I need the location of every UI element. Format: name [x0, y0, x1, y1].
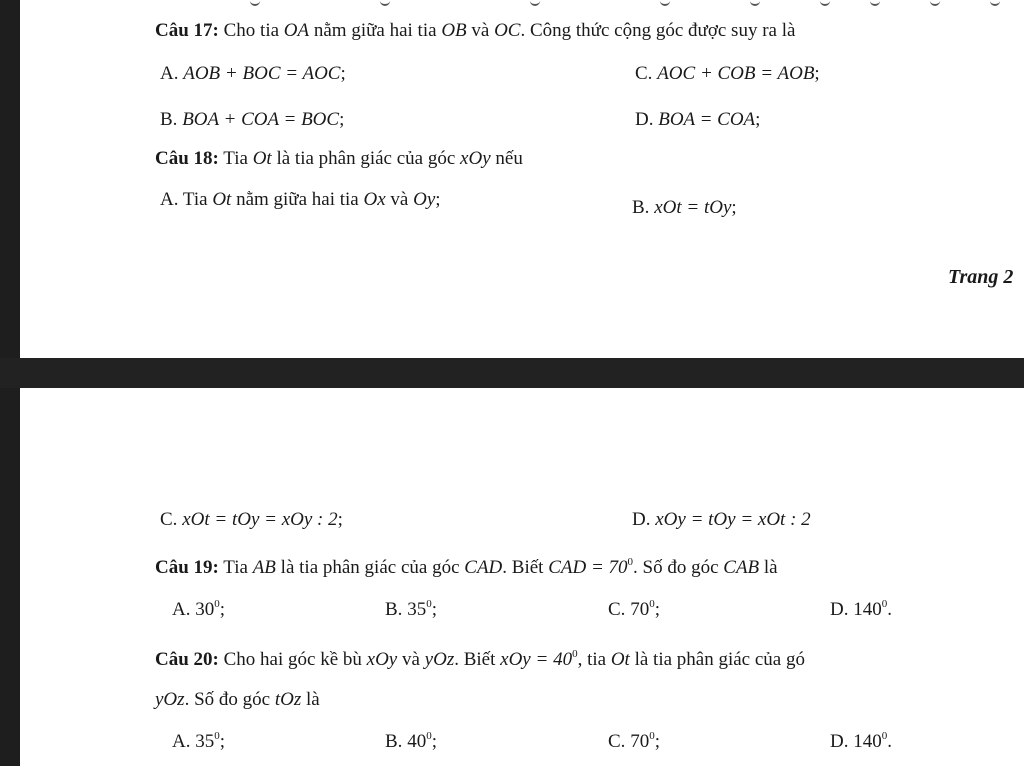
question-19-option-b — [385, 598, 437, 622]
option-end: ; — [654, 731, 660, 752]
option-label: D. — [632, 509, 651, 530]
angle-toz: tOz — [274, 689, 302, 710]
ray-ob: OB — [441, 20, 467, 41]
ray-ot: Ot — [610, 649, 630, 670]
option-expression: xOt = tOy = xOy : 2 — [182, 509, 338, 530]
q19-text: . Số đo góc — [633, 557, 724, 578]
cropped-previous-line — [230, 0, 1010, 6]
question-17-label: Câu 17: — [155, 20, 219, 41]
option-label: D. — [635, 109, 654, 130]
option-end: ; — [435, 189, 441, 210]
ray-ot: Ot — [252, 148, 272, 169]
ray-oc: OC — [494, 20, 521, 41]
q17-text: và — [466, 20, 495, 41]
option-expression: xOt = tOy — [654, 197, 732, 218]
document-page-upper — [20, 0, 1024, 358]
given-expression: xOy = 40 — [500, 649, 573, 670]
option-text: nằm giữa hai tia — [231, 189, 364, 210]
angle-yoz: yOz — [155, 689, 185, 710]
page-separator — [0, 358, 1024, 388]
degree-mark: 0 — [214, 598, 220, 610]
option-expression: xOy = tOy = xOt : 2 — [655, 509, 811, 530]
q19-text: là — [759, 557, 778, 578]
question-19-option-d — [830, 598, 892, 622]
ray-ab: AB — [252, 557, 276, 578]
option-end: ; — [339, 109, 345, 130]
ray-oa: OA — [283, 20, 310, 41]
q18-text: Tia — [223, 148, 253, 169]
q17-text: Cho tia — [223, 20, 284, 41]
question-17-option-d — [635, 108, 760, 132]
q19-text: . Biết — [502, 557, 549, 578]
degree-mark: 0 — [881, 598, 888, 610]
question-20-option-d — [830, 730, 892, 754]
question-20-option-c — [608, 730, 660, 754]
ray-ox: Ox — [363, 189, 386, 210]
option-value: 140 — [853, 731, 882, 752]
ray-ot: Ot — [212, 189, 232, 210]
option-value: 70 — [630, 731, 650, 752]
angle-yoz: yOz — [424, 649, 455, 670]
degree-mark: 0 — [649, 598, 655, 610]
question-19-label: Câu 19: — [155, 557, 219, 578]
option-expression: BOA + COA = BOC — [182, 109, 340, 130]
q20-text: . Biết — [454, 649, 501, 670]
angle-xoy: xOy — [366, 649, 398, 670]
option-end: ; — [219, 731, 226, 752]
option-label: C. — [160, 509, 178, 530]
option-text: Tia — [182, 189, 213, 210]
q18-text: nếu — [490, 148, 523, 169]
option-end: ; — [340, 63, 346, 84]
page-footer-number: Trang 2 — [948, 266, 1014, 288]
question-20-label: Câu 20: — [155, 649, 219, 670]
option-expression: BOA = COA — [658, 109, 756, 130]
angle-cab: CAB — [723, 557, 760, 578]
angle-xoy: xOy — [460, 148, 491, 169]
option-value: 30 — [195, 599, 215, 620]
option-end: ; — [654, 599, 660, 620]
degree-mark: 0 — [649, 730, 655, 742]
question-18-label: Câu 18: — [155, 148, 219, 169]
option-label: A. — [172, 599, 191, 620]
given-expression: CAD = 70 — [548, 557, 628, 578]
question-20-stem — [155, 648, 805, 672]
question-18-option-d — [632, 508, 811, 532]
q20-text: . Số đo góc — [184, 689, 275, 710]
option-end: ; — [431, 599, 437, 620]
question-20-stem-line-2 — [155, 688, 320, 712]
q18-text: là tia phân giác của góc — [271, 148, 461, 169]
question-17-option-a — [160, 62, 346, 86]
ray-oy: Oy — [413, 189, 436, 210]
question-18-option-c — [160, 508, 343, 532]
option-label: A. — [160, 189, 179, 210]
option-end: ; — [219, 599, 226, 620]
q20-text: là tia phân giác của gó — [629, 649, 805, 670]
question-18-stem — [155, 147, 523, 171]
degree-mark: 0 — [572, 648, 578, 660]
option-expression: AOB + BOC = AOC — [183, 63, 341, 84]
option-label: B. — [385, 731, 403, 752]
option-label: C. — [608, 731, 626, 752]
question-20-option-b — [385, 730, 437, 754]
q19-text: Tia — [223, 557, 253, 578]
option-end: . — [887, 731, 892, 752]
option-value: 35 — [407, 599, 427, 620]
degree-mark: 0 — [214, 730, 220, 742]
option-end: ; — [337, 509, 343, 530]
option-value: 140 — [853, 599, 882, 620]
angle-cad: CAD — [464, 557, 503, 578]
q20-text: là — [301, 689, 320, 710]
question-18-option-a — [160, 188, 441, 212]
question-17-option-c — [635, 62, 820, 86]
option-label: B. — [632, 197, 650, 218]
q17-text: . Công thức cộng góc được suy ra là — [520, 20, 796, 41]
option-value: 70 — [630, 599, 650, 620]
option-label: A. — [160, 63, 179, 84]
question-18-option-b — [632, 196, 737, 220]
option-end: ; — [431, 731, 437, 752]
question-19-stem — [155, 556, 778, 580]
option-label: A. — [172, 731, 191, 752]
option-end: . — [887, 599, 892, 620]
document-page-lower — [20, 388, 1024, 766]
question-17-option-b — [160, 108, 344, 132]
question-20-option-a — [172, 730, 225, 754]
degree-mark: 0 — [426, 598, 432, 610]
degree-mark: 0 — [881, 730, 888, 742]
q20-text: và — [397, 649, 425, 670]
degree-mark: 0 — [627, 556, 634, 568]
question-19-option-c — [608, 598, 660, 622]
question-19-option-a — [172, 598, 225, 622]
option-label: D. — [830, 599, 849, 620]
option-end: ; — [731, 197, 737, 218]
degree-mark: 0 — [426, 730, 432, 742]
option-end: ; — [755, 109, 761, 130]
q20-text: , tia — [577, 649, 611, 670]
q20-text: Cho hai góc kề bù — [223, 649, 367, 670]
option-label: B. — [385, 599, 403, 620]
q19-text: là tia phân giác của góc — [275, 557, 465, 578]
option-text: và — [385, 189, 414, 210]
option-value: 40 — [407, 731, 427, 752]
option-label: C. — [608, 599, 626, 620]
option-label: B. — [160, 109, 178, 130]
option-expression: AOC + COB = AOB — [657, 63, 815, 84]
option-value: 35 — [195, 731, 215, 752]
option-label: D. — [830, 731, 849, 752]
question-17-stem — [155, 19, 795, 43]
q17-text: nằm giữa hai tia — [309, 20, 442, 41]
option-end: ; — [814, 63, 820, 84]
option-label: C. — [635, 63, 653, 84]
